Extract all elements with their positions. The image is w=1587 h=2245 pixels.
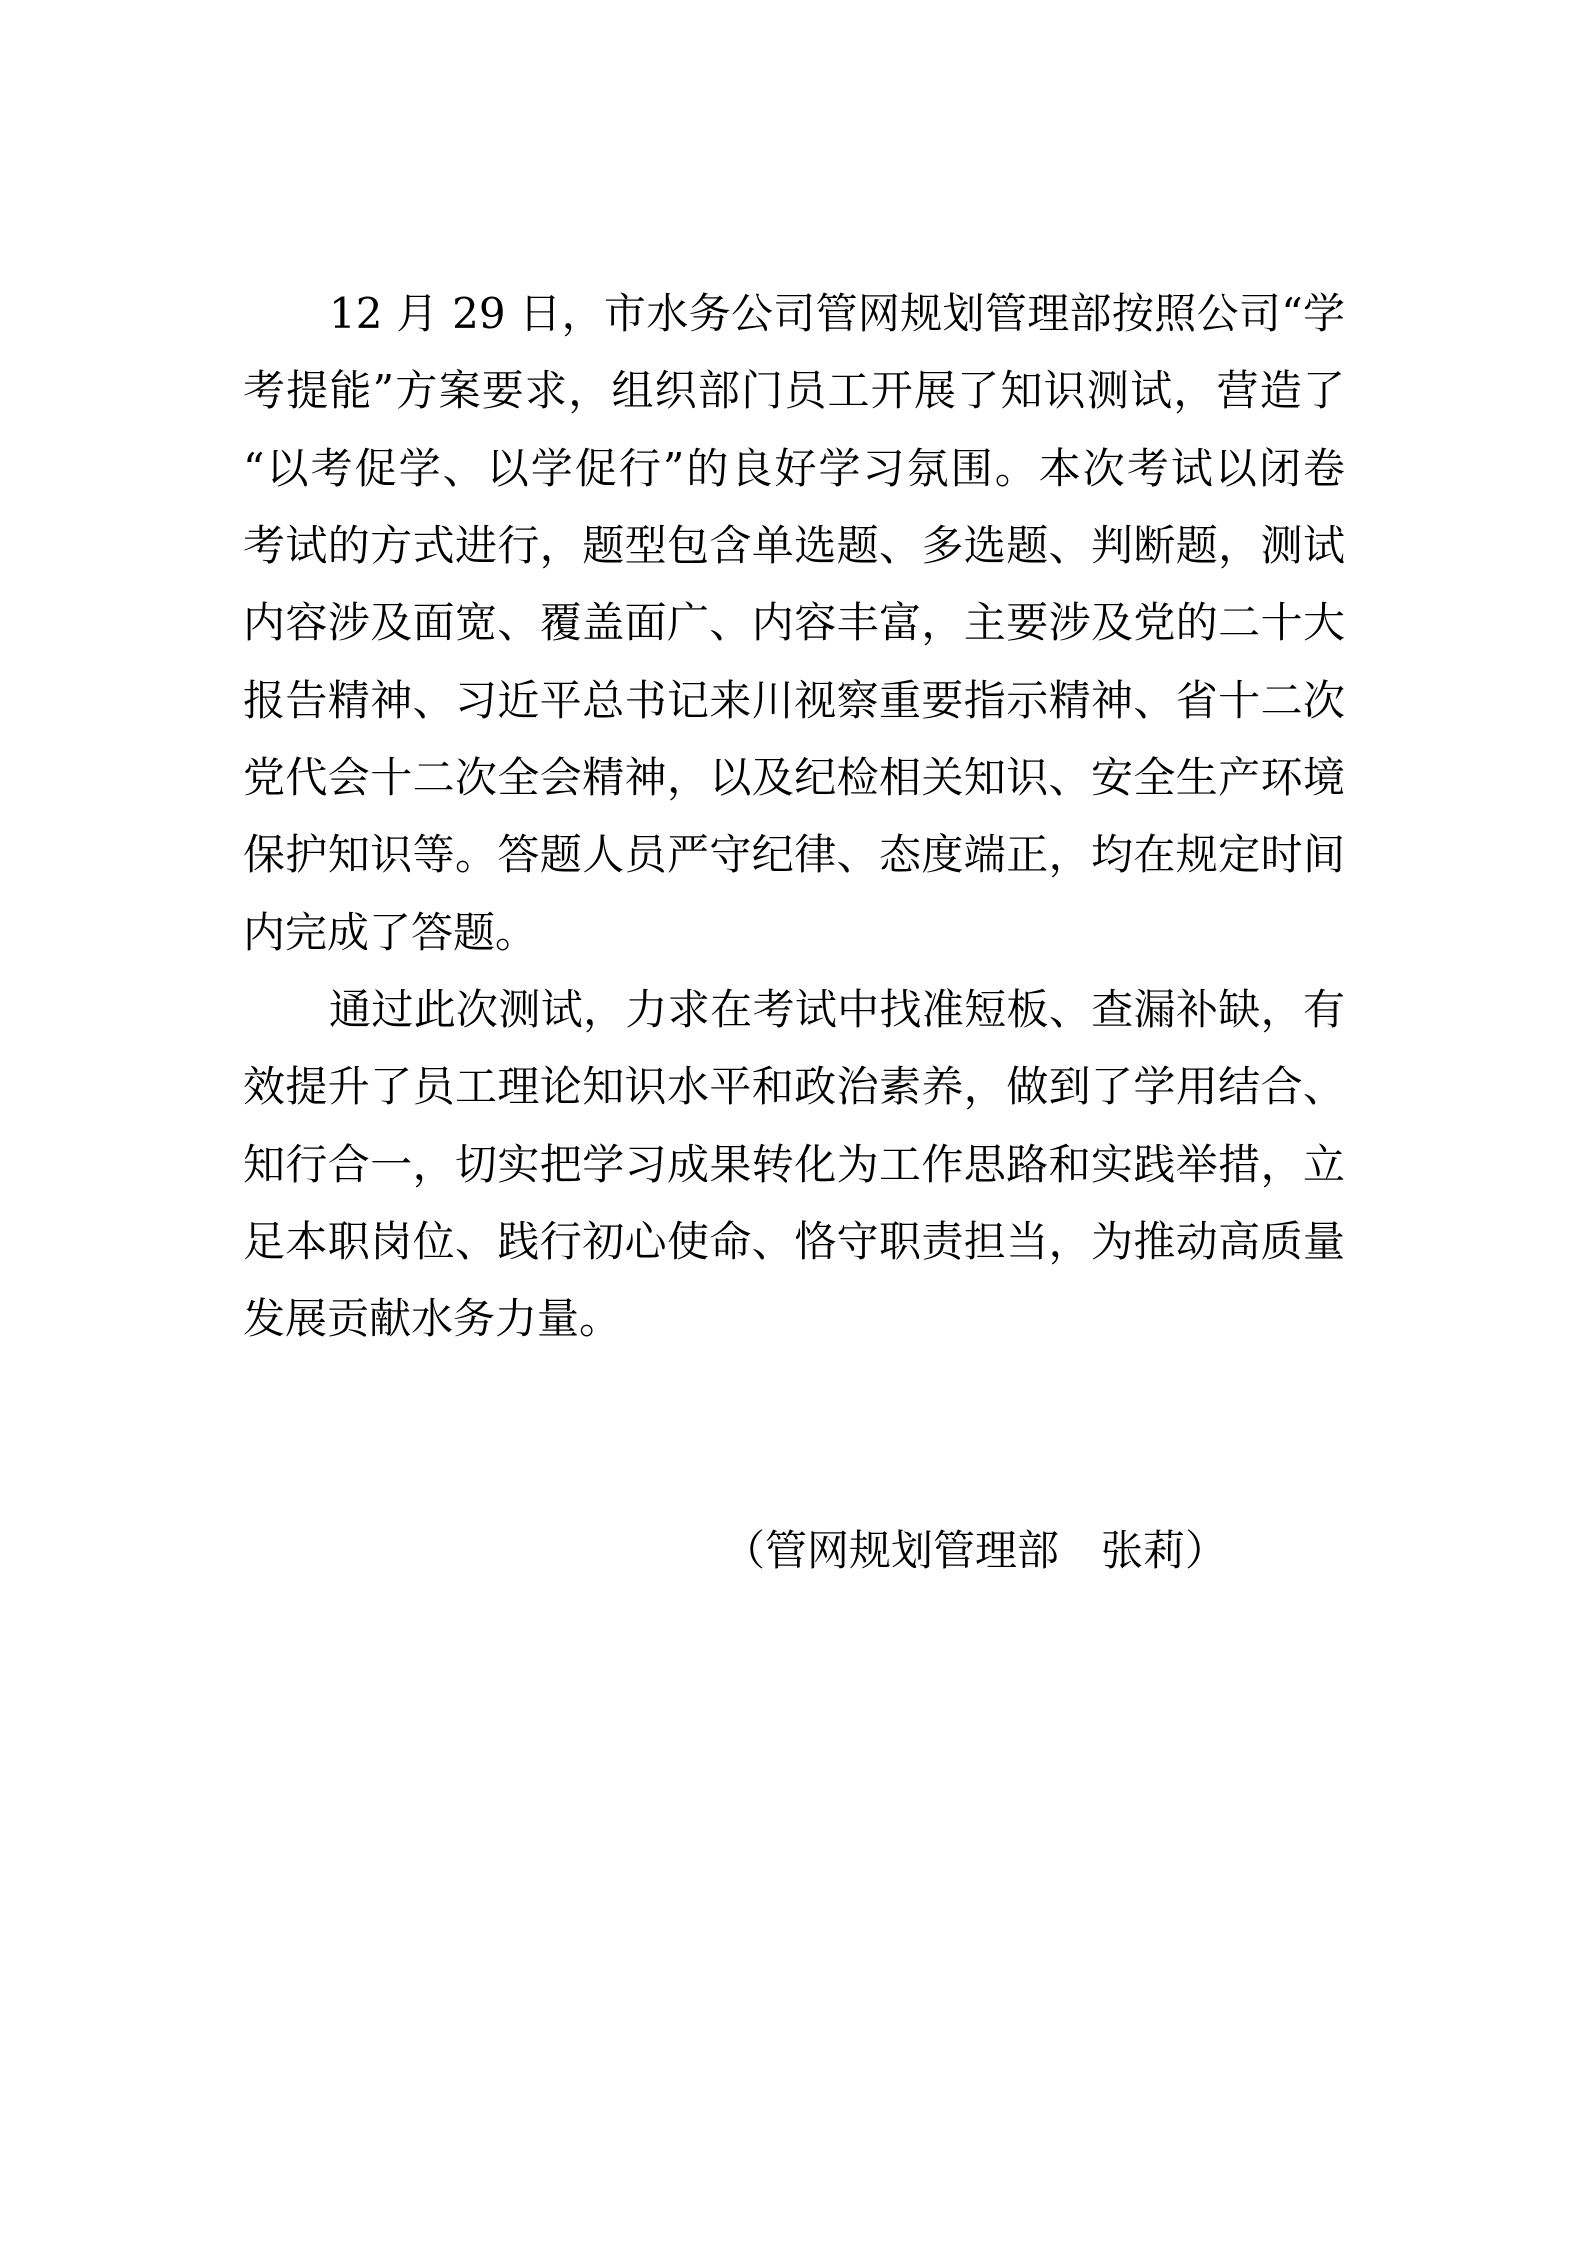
text-line: 通过此次测试，力求在考试中找准短板、查漏补缺，有 [329, 984, 1345, 1034]
text-line: 考提能”方案要求，组织部门员工开展了知识测试，营造了 [243, 366, 1345, 416]
document-body [243, 275, 1345, 1590]
text-line: 足本职岗位、践行初心使命、恪守职责担当，为推动高质量 [243, 1216, 1345, 1266]
text-line: 报告精神、习近平总书记来川视察重要指示精神、省十二次 [243, 675, 1345, 725]
blank-line [243, 1435, 1345, 1512]
text-line: 效提升了员工理论知识水平和政治素养，做到了学用结合、 [243, 1062, 1345, 1112]
text-line: 内容涉及面宽、覆盖面广、内容丰富，主要涉及党的二十大 [243, 598, 1345, 648]
text-line: 内完成了答题。 [243, 907, 538, 957]
text-line: 党代会十二次全会精神，以及纪检相关知识、安全生产环境 [243, 752, 1345, 802]
text-line: 保护知识等。答题人员严守纪律、态度端正，均在规定时间 [243, 830, 1345, 880]
signature-line: （管网规划管理部 张莉） [722, 1526, 1227, 1576]
text-line: 考试的方式进行，题型包含单选题、多选题、判断题，测试 [243, 520, 1345, 570]
text-line: 12 月 29 日，市水务公司管网规划管理部按照公司“学 [329, 289, 1345, 338]
text-line: 知行合一，切实把学习成果转化为工作思路和实践举措，立 [243, 1139, 1345, 1189]
blank-line [243, 1358, 1345, 1435]
text-line: 发展贡献水务力量。 [243, 1294, 622, 1344]
text-line: “以考促学、以学促行”的良好学习氛围。本次考试以闭卷 [243, 443, 1345, 493]
